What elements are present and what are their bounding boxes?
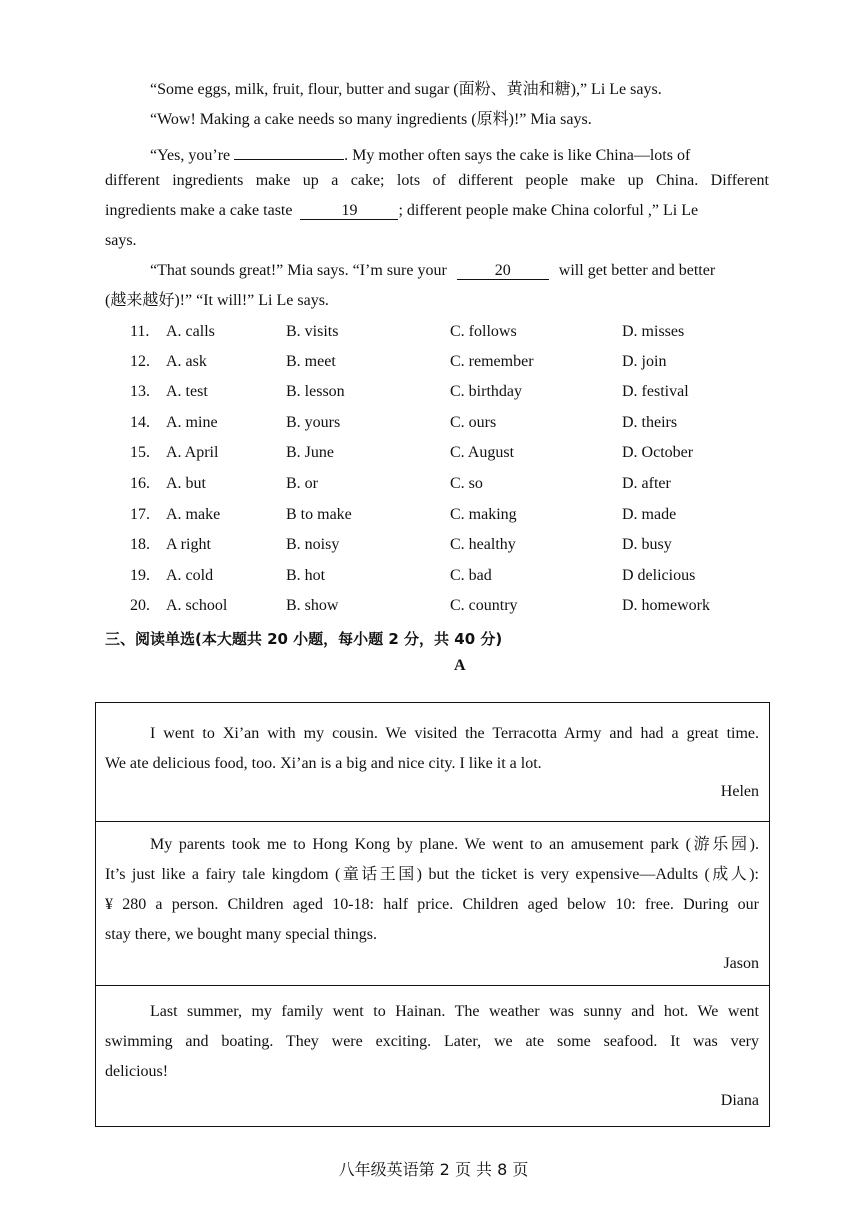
passage-box-helen bbox=[95, 702, 770, 822]
blank-18 bbox=[234, 141, 344, 160]
option-a: A. test bbox=[166, 383, 208, 400]
option-b: B to make bbox=[286, 506, 352, 523]
cloze-text: “Yes, you’re bbox=[150, 147, 231, 164]
passage-line: delicious! bbox=[105, 1063, 169, 1080]
option-d: D. made bbox=[622, 506, 677, 523]
cloze-line-7 bbox=[150, 261, 715, 281]
question-row bbox=[130, 412, 770, 434]
cloze-text: ingredients make a cake taste bbox=[105, 202, 293, 219]
question-row bbox=[130, 351, 770, 373]
cloze-text: . My mother often says the cake is like China—lots of bbox=[344, 147, 691, 164]
passage-line: swimming and boating. They were exciting. Later, we ate some seafood. It was very bbox=[105, 1033, 759, 1050]
option-a: A. mine bbox=[166, 414, 218, 431]
option-c: C. follows bbox=[450, 323, 517, 340]
question-number: 12. bbox=[130, 353, 150, 370]
page-footer: 八年级英语第 2 页 共 8 页 bbox=[338, 1160, 529, 1179]
option-a: A right bbox=[166, 536, 211, 553]
passage-line: I went to Xi’an with my cousin. We visited the Terracotta Army and had a great time. bbox=[150, 725, 759, 742]
option-c: C. birthday bbox=[450, 383, 522, 400]
option-b: B. June bbox=[286, 444, 334, 461]
option-c: C. healthy bbox=[450, 536, 516, 553]
passage-text bbox=[105, 719, 759, 779]
signature: Helen bbox=[720, 783, 759, 800]
question-row bbox=[130, 595, 770, 617]
option-d: D. busy bbox=[622, 536, 672, 553]
option-a: A. school bbox=[166, 597, 228, 614]
cloze-text: “That sounds great!” Mia says. “I’m sure your bbox=[150, 262, 447, 279]
option-a: A. April bbox=[166, 444, 219, 461]
option-d: D. theirs bbox=[622, 414, 678, 431]
passage-box-diana bbox=[95, 985, 770, 1127]
passage-text bbox=[105, 830, 759, 950]
question-number: 18. bbox=[130, 536, 150, 553]
blank-19: 19 bbox=[300, 201, 398, 220]
passage-line: It’s just like a fairy tale kingdom (童话王国) but the ticket is very expensive—Adults (成人): bbox=[105, 866, 759, 883]
passage-line: Last summer, my family went to Hainan. The weather was sunny and hot. We went bbox=[150, 1003, 759, 1020]
blank-20: 20 bbox=[457, 261, 549, 280]
option-b: B. noisy bbox=[286, 536, 340, 553]
question-number: 11. bbox=[130, 323, 150, 340]
question-row bbox=[130, 534, 770, 556]
passage-text bbox=[105, 997, 759, 1087]
cloze-line-4: different ingredients make up a cake; lots of different people make up China. Different bbox=[105, 172, 769, 189]
option-c: C. remember bbox=[450, 353, 534, 370]
cloze-line-1: “Some eggs, milk, fruit, flour, butter and sugar (面粉、黄油和糖),” Li Le says. bbox=[150, 81, 662, 98]
question-number: 15. bbox=[130, 444, 150, 461]
question-row bbox=[130, 442, 770, 464]
option-c: C. making bbox=[450, 506, 517, 523]
question-row bbox=[130, 321, 770, 343]
cloze-text: will get better and better bbox=[558, 262, 716, 279]
signature: Jason bbox=[723, 955, 759, 972]
option-b: B. yours bbox=[286, 414, 341, 431]
option-d: D. misses bbox=[622, 323, 685, 340]
cloze-line-6: says. bbox=[105, 232, 137, 249]
cloze-line-8: (越来越好)!” “It will!” Li Le says. bbox=[105, 292, 329, 309]
question-row bbox=[130, 565, 770, 587]
question-number: 20. bbox=[130, 597, 150, 614]
option-d: D. October bbox=[622, 444, 694, 461]
question-number: 17. bbox=[130, 506, 150, 523]
section-heading: 三、阅读单选(本大题共 20 小题，每小题 2 分，共 40 分) bbox=[105, 630, 503, 648]
signature: Diana bbox=[720, 1092, 759, 1109]
option-a: A. but bbox=[166, 475, 206, 492]
option-d: D. join bbox=[622, 353, 667, 370]
option-d: D. homework bbox=[622, 597, 710, 614]
option-d: D. after bbox=[622, 475, 671, 492]
option-b: B. show bbox=[286, 597, 339, 614]
option-b: B. visits bbox=[286, 323, 339, 340]
option-a: A. make bbox=[166, 506, 221, 523]
cloze-line-3 bbox=[150, 141, 769, 166]
option-a: A. calls bbox=[166, 323, 215, 340]
option-b: B. or bbox=[286, 475, 318, 492]
option-b: B. hot bbox=[286, 567, 326, 584]
option-a: A. cold bbox=[166, 567, 214, 584]
option-c: C. August bbox=[450, 444, 515, 461]
passage-line: We ate delicious food, too. Xi’an is a big and nice city. I like it a lot. bbox=[105, 755, 542, 772]
question-number: 14. bbox=[130, 414, 150, 431]
cloze-line-5 bbox=[105, 201, 698, 221]
cloze-line-2: “Wow! Making a cake needs so many ingredients (原料)!” Mia says. bbox=[150, 111, 592, 128]
question-number: 13. bbox=[130, 383, 150, 400]
question-number: 16. bbox=[130, 475, 150, 492]
option-c: C. so bbox=[450, 475, 483, 492]
passage-label: A bbox=[454, 657, 466, 674]
passage-line: ¥ 280 a person. Children aged 10-18: half price. Children aged below 10: free. During our bbox=[105, 896, 759, 913]
question-row bbox=[130, 381, 770, 403]
passage-box-jason bbox=[95, 821, 770, 986]
cloze-text: ; different people make China colorful ,” Li Le bbox=[398, 202, 699, 219]
passage-line: My parents took me to Hong Kong by plane. We went to an amusement park (游乐园). bbox=[150, 836, 759, 853]
option-b: B. lesson bbox=[286, 383, 345, 400]
option-b: B. meet bbox=[286, 353, 336, 370]
option-d: D delicious bbox=[622, 567, 696, 584]
option-d: D. festival bbox=[622, 383, 689, 400]
question-number: 19. bbox=[130, 567, 150, 584]
option-c: C. ours bbox=[450, 414, 497, 431]
option-c: C. bad bbox=[450, 567, 492, 584]
passage-line: stay there, we bought many special things. bbox=[105, 926, 377, 943]
option-c: C. country bbox=[450, 597, 518, 614]
question-row bbox=[130, 504, 770, 526]
question-row bbox=[130, 473, 770, 495]
option-a: A. ask bbox=[166, 353, 207, 370]
